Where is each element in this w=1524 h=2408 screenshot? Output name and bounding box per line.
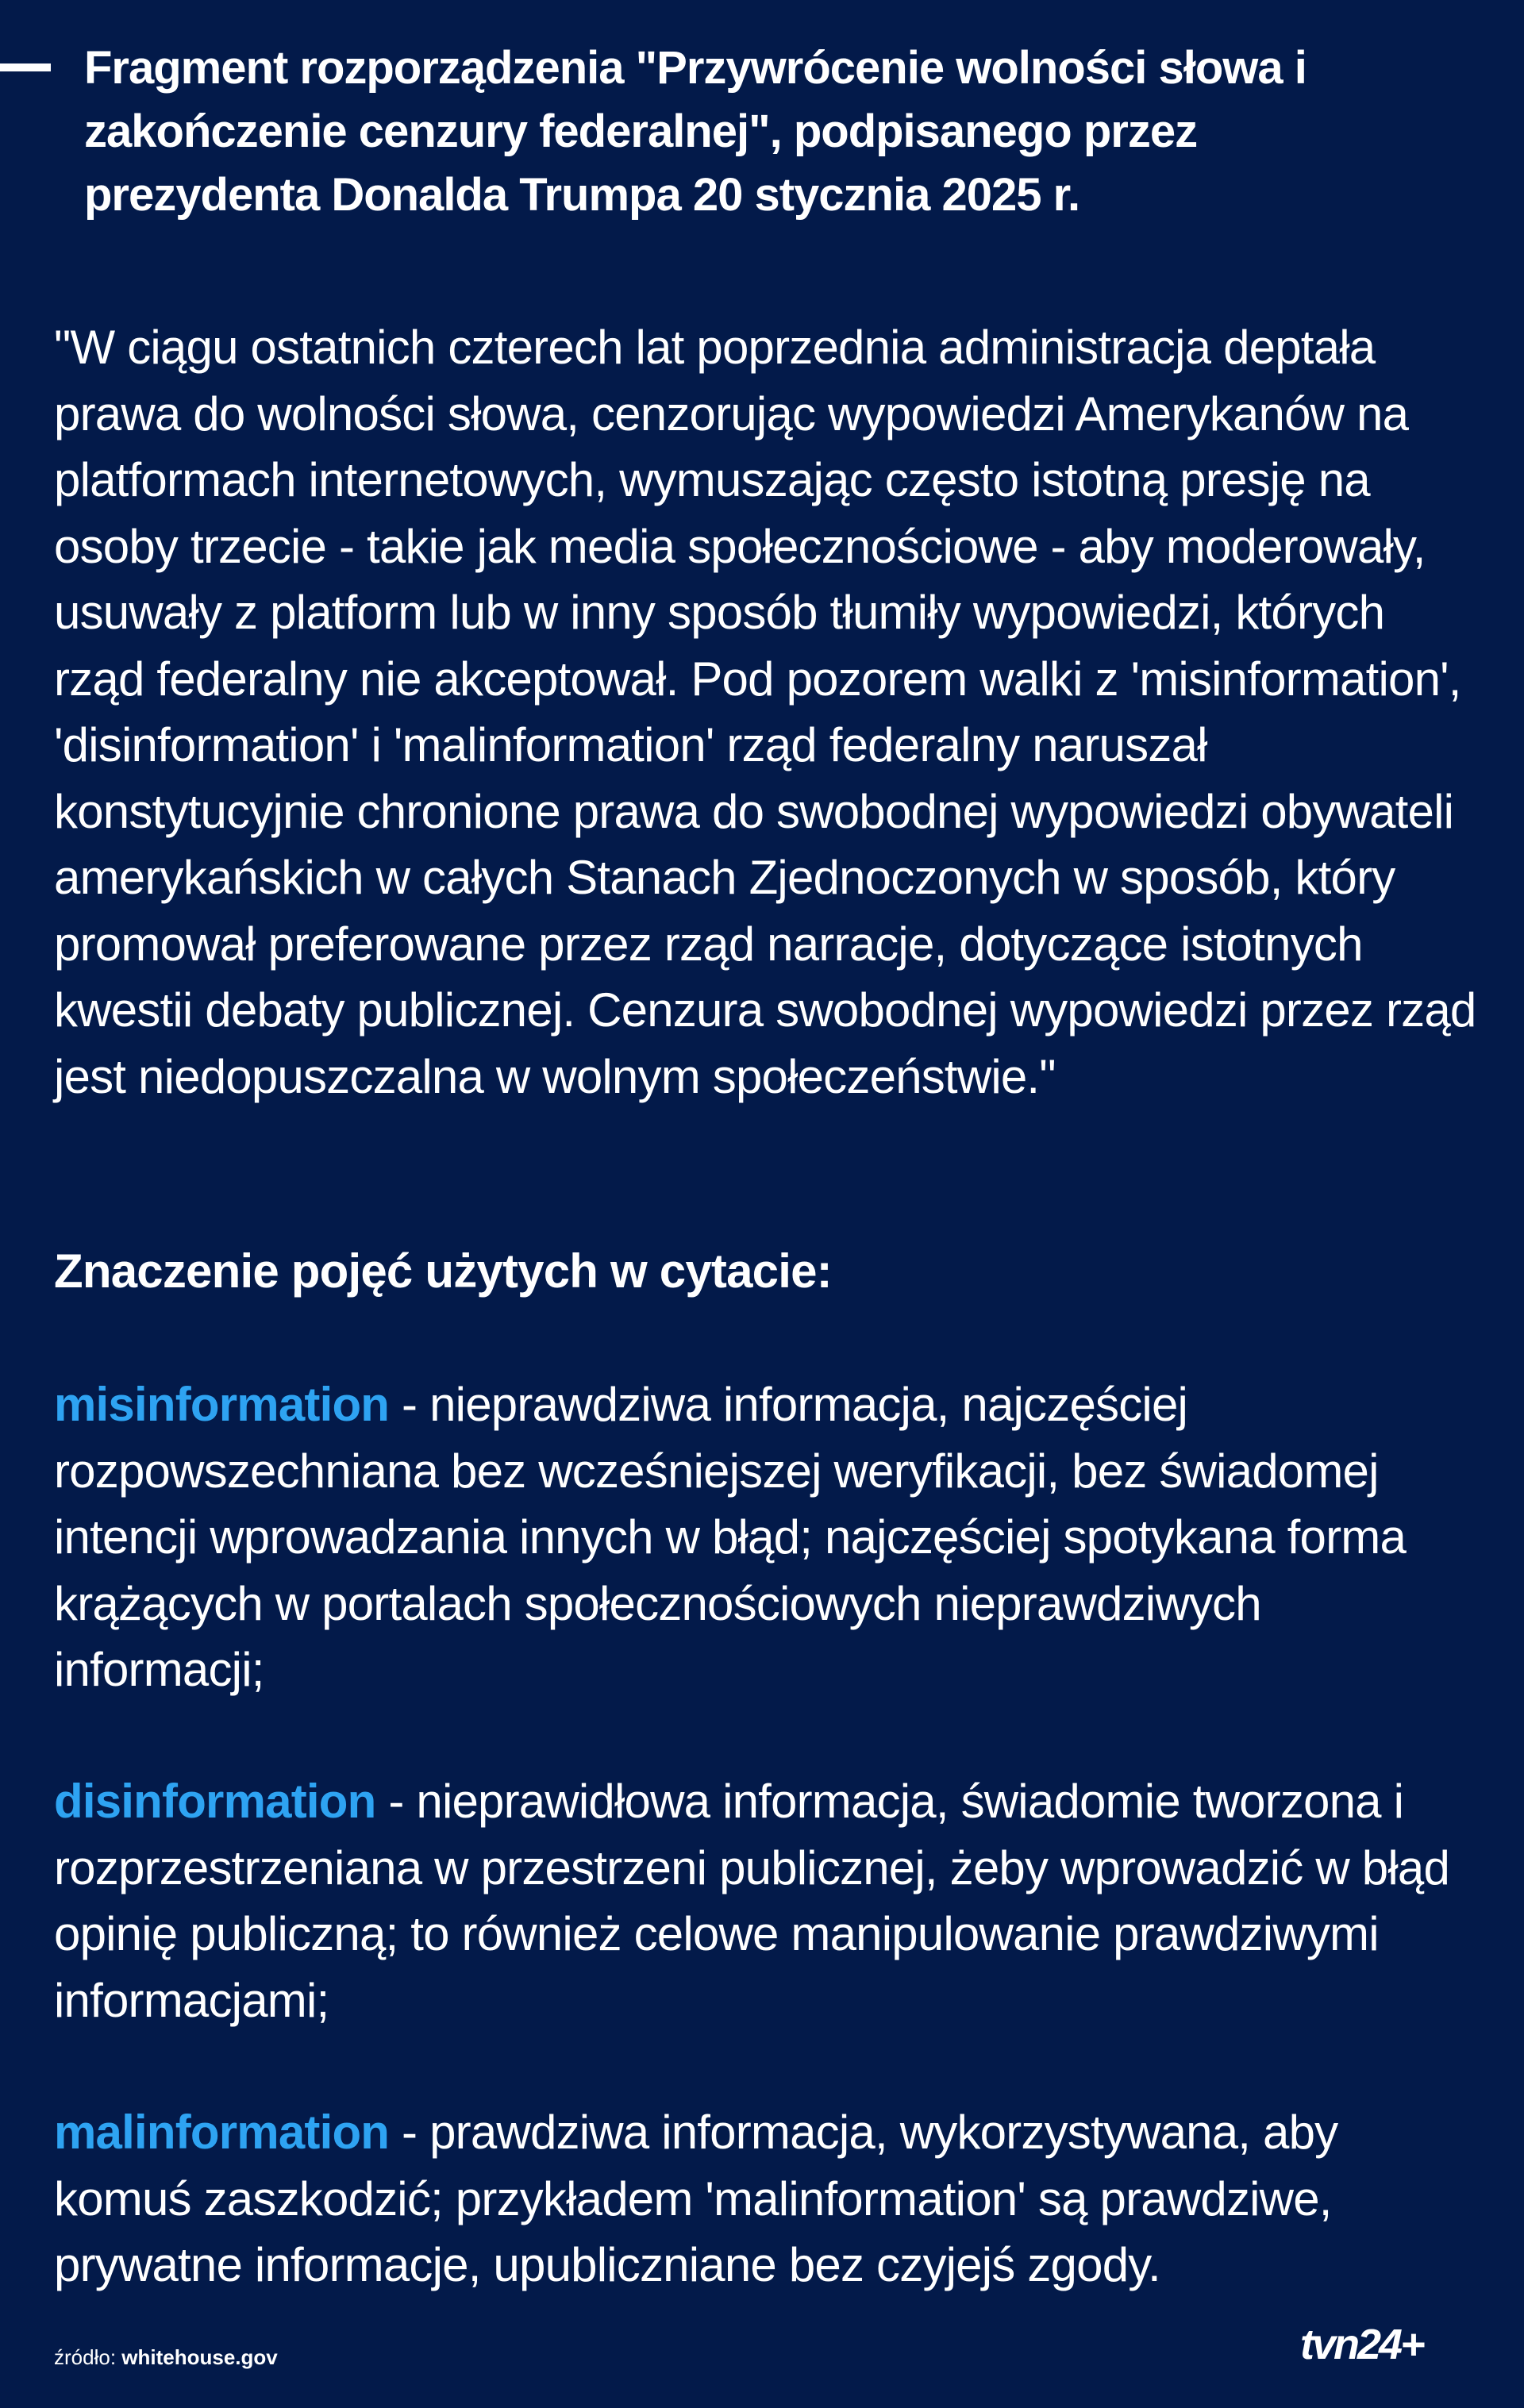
- source-value: whitehouse.gov: [121, 2345, 278, 2369]
- definition-disinformation: [54, 1768, 1483, 2033]
- definition-term: disinformation: [54, 1775, 376, 1828]
- definition-text: - nieprawdziwa informacja, najczęściej rozpowszechniana bez wcześniejszej weryfikacji, bez świadomej intencji wprowadzania innych w błąd; najczęściej spotykana forma krążących w portalach społecznościowych nieprawdziwych informacji;: [54, 1378, 1407, 1696]
- definition-term: misinformation: [54, 1378, 390, 1431]
- definitions-heading: Znaczenie pojęć użytych w cytacie:: [54, 1244, 832, 1298]
- page-title: Fragment rozporządzenia "Przywrócenie wolności słowa i zakończenie cenzury federalnej", podpisanego przez prezydenta Donalda Trumpa 20 stycznia 2025 r.: [84, 42, 1307, 221]
- definition-misinformation: [54, 1371, 1483, 1703]
- definition-text: - nieprawidłowa informacja, świadomie tworzona i rozprzestrzeniana w przestrzeni publicznej, żeby wprowadzić w błąd opinię publiczną; to również celowe manipulowanie prawdziwymi informacjami;: [54, 1775, 1450, 2027]
- definition-term: malinformation: [54, 2106, 390, 2159]
- source-label: źródło:: [54, 2345, 122, 2369]
- tvn24-logo-text: tvn24+: [1300, 2321, 1423, 2368]
- tvn24-logo: [1300, 2321, 1475, 2368]
- title-accent-bar: [0, 63, 51, 71]
- quote-text: "W ciągu ostatnich czterech lat poprzednia administracja deptała prawa do wolności słowa, cenzorując wypowiedzi Amerykanów na platformach internetowych, wymuszając często istotną presję na osoby trzecie - takie jak media społecznościowe - aby moderowały, usuwały z platform lub w inny sposób tłumiły wypowiedzi, których rząd federalny nie akceptował. Pod pozorem walki z 'misinformation', 'disinformation' i 'malinformation' rząd federalny naruszał konstytucyjnie chronione prawa do swobodnej wypowiedzi obywateli amerykańskich w całych Stanach Zjednoczonych w sposób, który promował preferowane przez rząd narracje, dotyczące istotnych kwestii debaty publicznej. Cenzura swobodnej wypowiedzi przez rząd jest niedopuszczalna w wolnym społeczeństwie.": [54, 321, 1476, 1103]
- source-credit: [54, 2343, 278, 2371]
- definition-text: - prawdziwa informacja, wykorzystywana, aby komuś zaszkodzić; przykładem 'malinformation' są prawdziwe, prywatne informacje, upubliczniane bez czyjejś zgody.: [54, 2106, 1338, 2291]
- definition-malinformation: [54, 2099, 1483, 2298]
